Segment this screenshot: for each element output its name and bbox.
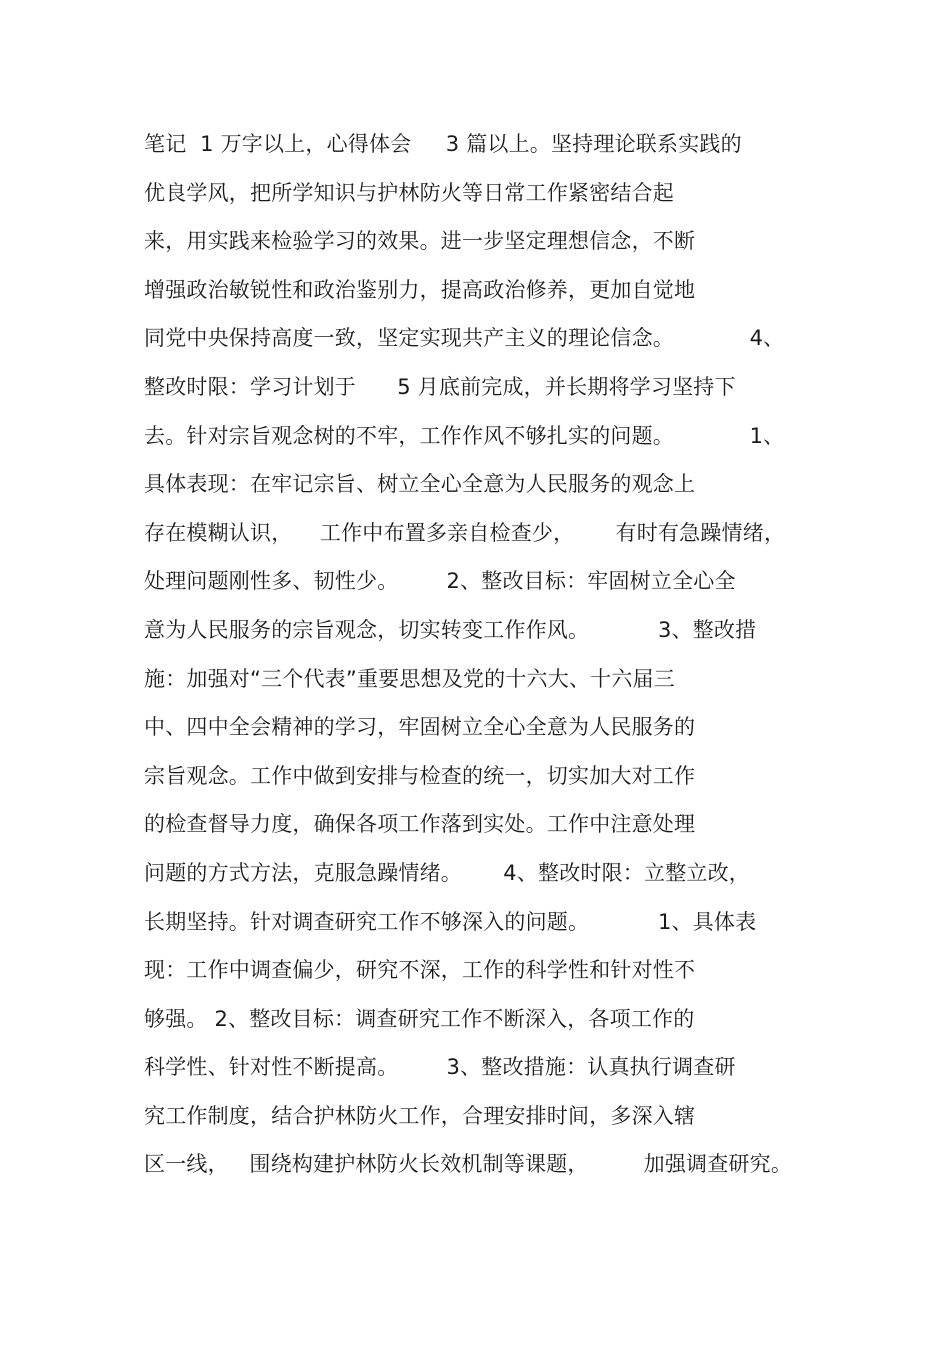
text-line: 来，用实践来检验学习的效果。进一步坚定理想信念，不断 — [144, 229, 696, 254]
text-line: 问题的方式方法，克服急躁情绪。 4、整改时限：立整立改， — [144, 860, 751, 885]
text-line: 笔记 1 万字以上，心得体会 3 篇以上。坚持理论联系实践的 — [144, 132, 742, 156]
text-line: 整改时限：学习计划于 5 月底前完成，并长期将学习坚持下 — [144, 374, 736, 399]
text-line: 意为人民服务的宗旨观念，切实转变工作作风。 3、整改措 — [144, 617, 757, 642]
text-line: 区一线， 围绕构建护林防火长效机制等课题， 加强调查研究。 — [144, 1152, 793, 1177]
text-line: 现：工作中调查偏少，研究不深，工作的科学性和针对性不 — [144, 958, 696, 983]
text-line: 长期坚持。针对调查研究工作不够深入的问题。 1、具体表 — [144, 909, 757, 934]
text-line: 增强政治敏锐性和政治鉴别力，提高政治修养，更加自觉地 — [144, 277, 696, 302]
text-line: 中、四中全会精神的学习，牢固树立全心全意为人民服务的 — [144, 715, 696, 740]
text-line: 去。针对宗旨观念树的不牢，工作作风不够扎实的问题。 1、 — [144, 423, 785, 448]
text-line: 同党中央保持高度一致，坚定实现共产主义的理论信念。 4、 — [144, 326, 785, 351]
text-line: 处理问题刚性多、韧性少。 2、整改目标：牢固树立全心全 — [144, 569, 736, 594]
text-line: 存在模糊认识， 工作中布置多亲自检查少， 有时有急躁情绪， — [144, 520, 786, 545]
text-line: 的检查督导力度，确保各项工作落到实处。工作中注意处理 — [144, 812, 696, 837]
text-line: 施：加强对“三个代表”重要思想及党的十六大、十六届三 — [144, 666, 675, 691]
text-line: 优良学风，把所学知识与护林防火等日常工作紧密结合起 — [144, 180, 674, 205]
text-line: 够强。 2、整改目标：调查研究工作不断深入，各项工作的 — [144, 1006, 695, 1031]
text-line: 宗旨观念。工作中做到安排与检查的统一，切实加大对工作 — [144, 763, 696, 788]
text-line: 具体表现：在牢记宗旨、树立全心全意为人民服务的观念上 — [144, 472, 696, 497]
body-text — [144, 120, 824, 1189]
text-line: 究工作制度，结合护林防火工作，合理安排时间，多深入辖 — [144, 1103, 696, 1128]
text-line: 科学性、针对性不断提高。 3、整改措施：认真执行调查研 — [144, 1055, 736, 1080]
